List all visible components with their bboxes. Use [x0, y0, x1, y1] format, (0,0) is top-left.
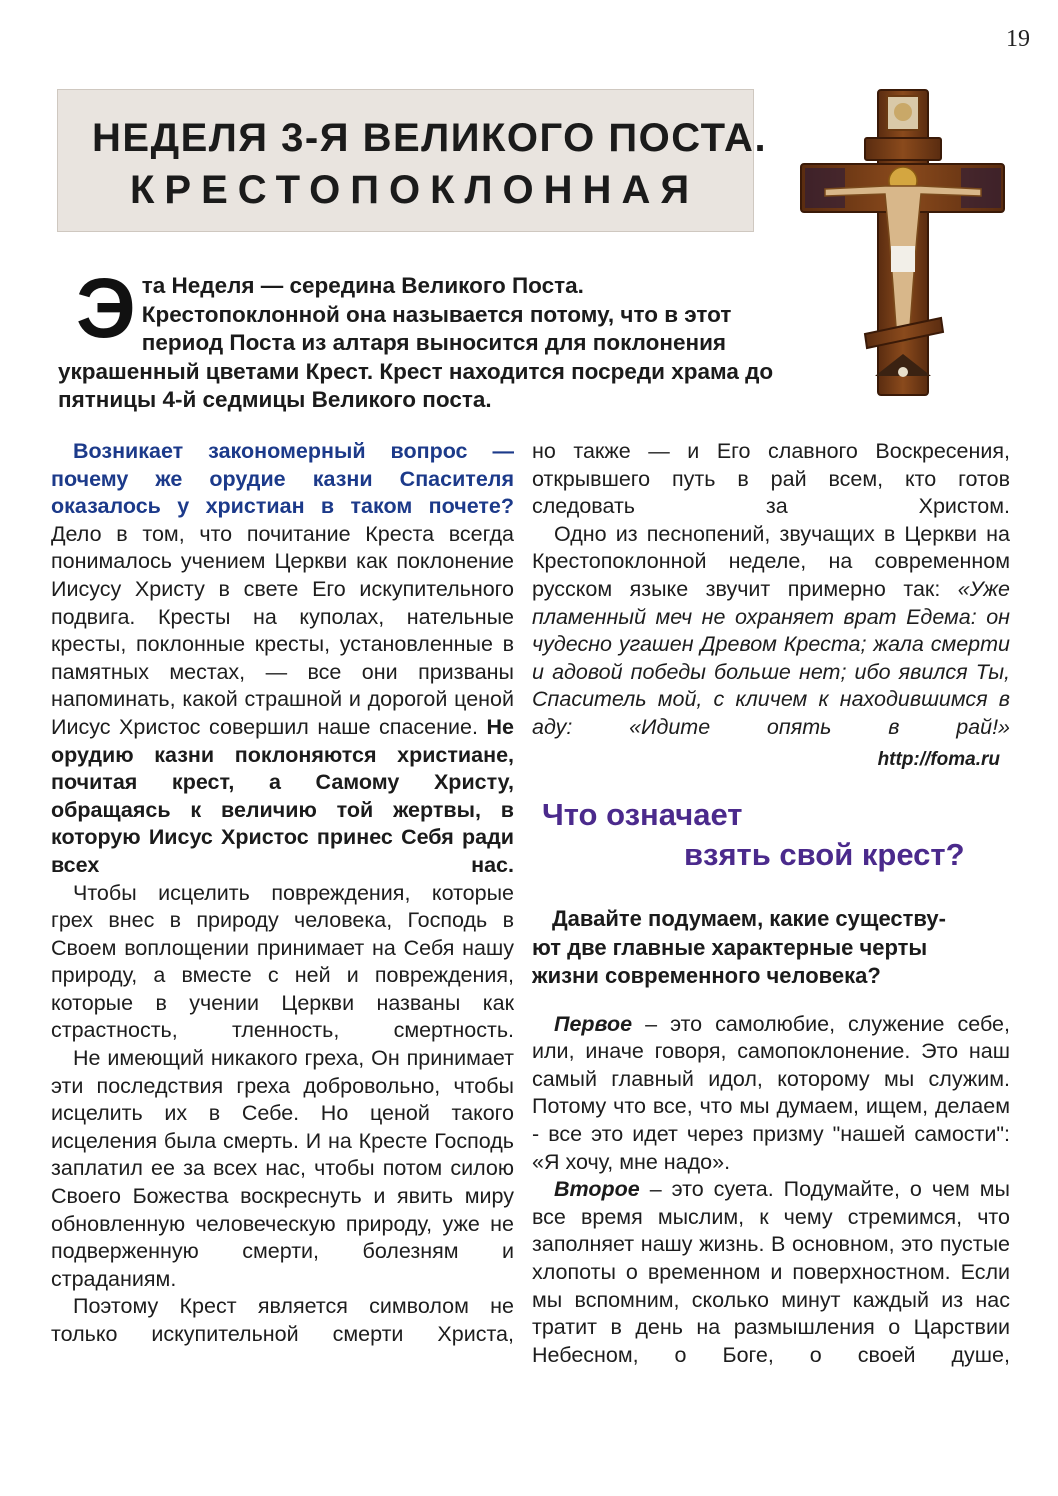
right-column [532, 438, 1010, 1369]
paragraph-second [532, 1176, 1010, 1369]
section-question-line2: ют две главные характерные черты [532, 934, 928, 960]
question-emphasis: Не орудию казни поклоняются христиане, почитая крест, а Самому Христу, обращаясь к величию той жертвы, в которую Иисус Христос принес Себя ради всех нас. [51, 714, 514, 877]
paragraph-healing: Чтобы исцелить повреждения, которые грех внес в природу человека, Господь в Своем воплощении принимает на Себя нашу природу, а вместе с ней и повреждения, которые в учении Церкви названы как страстность, тленность, смертность. [51, 880, 514, 1043]
source-link[interactable]: http://foma.ru [877, 748, 1000, 770]
section-question [532, 905, 1010, 991]
section-heading [532, 795, 1010, 875]
intro-paragraph [58, 261, 780, 415]
page-subtitle: КРЕСТОПОКЛОННАЯ [130, 168, 700, 212]
second-label: Второе [554, 1177, 640, 1202]
page-title: НЕДЕЛЯ 3-Я ВЕЛИКОГО ПОСТА. [92, 116, 768, 160]
paragraph-question [51, 438, 514, 880]
paragraph-first [532, 1011, 1010, 1177]
first-text: – это самолюбие, служение себе, или, иначе говоря, самопоклонение. Это наш самый главный идол, которому мы служим. Потому что все, что мы думаем, ищем, делаем - все это идет через призму "нашей самости": «Я хочу, мне надо». [532, 1011, 1010, 1174]
paragraph-symbol: Поэтому Крест является символом не только искупительной смерти Христа, [51, 1294, 514, 1346]
first-label: Первое [554, 1011, 633, 1036]
section-heading-line2: взять свой крест? [684, 837, 965, 873]
hymn-text: Одно из песнопений, звучащих в Церкви на Крестопоклонной неделе, на современном русском языке звучит примерно так: [532, 521, 1010, 601]
second-text: – это суета. Подумайте, о чем мы все время мыслим, к чему стремимся, что заполняет нашу жизнь. В основном, это пустые хлопоты о временном и поверхностном. Если мы вспомним, сколько минут каждый из нас тратит в день на размышления о Царствии Небесном, о Боге, о своей душе, [532, 1177, 1010, 1367]
paragraph-hymn [532, 521, 1010, 742]
hymn-quote: «Уже пламенный меч не охраняет врат Едема: он чудесно угашен Древом Креста; жала смерти и адовой победы больше нет; ибо явился Ты, Спаситель мой, с кличем к находившимся в аду: «Идите опять в рай!» [532, 576, 1010, 739]
section-question-line1: Давайте подумаем, какие существу- [552, 906, 946, 932]
section-heading-line1: Что означает [542, 797, 743, 833]
left-column [51, 438, 514, 1349]
drop-cap: Э [76, 261, 136, 355]
section-question-line3: жизни современного человека? [532, 963, 881, 989]
page-number: 19 [1006, 26, 1030, 52]
paragraph-sinless: Не имеющий никакого греха, Он принимает эти последствия греха добровольно, чтобы исцелить их в Себе. Но ценой такого исцеления была смерть. И на Кресте Господь заплатил ее за всех нас, чтобы потом силою Своего Божества воскреснуть и явить миру обновленную человеческую природу, уже не подверженную смерти, болезням и страданиям. [51, 1046, 514, 1291]
title-box [57, 89, 768, 232]
question-text: Дело в том, что почитание Креста всегда понималось учением Церкви как поклонение Иисусу Христу в свете Его искупительного подвига. Кресты на куполах, нательные кресты, поклонные кресты, установленные в памятных местах, — все они призваны напоминать, какой страшной и дорогой ценой Иисус Христос совершил наше спасение. [51, 521, 514, 739]
paragraph-resurrection: но также — и Его славного Воскресения, открывшего путь в рай всем, кто готов следовать за Христом. [532, 439, 1010, 519]
intro-text: та Неделя — середина Великого Поста. Крестопоклонной она называется потому, что в этот период Поста из алтаря выносится для поклонения украшенный цветами Крест. Крест находится посреди храма до пятницы 4-й седмицы Великого поста. [58, 273, 774, 412]
question-lead: Возникает закономерный вопрос — почему же орудие казни Спасителя оказалось у христиан в таком почете? [51, 439, 514, 519]
crucifix-icon-image [795, 86, 1010, 401]
